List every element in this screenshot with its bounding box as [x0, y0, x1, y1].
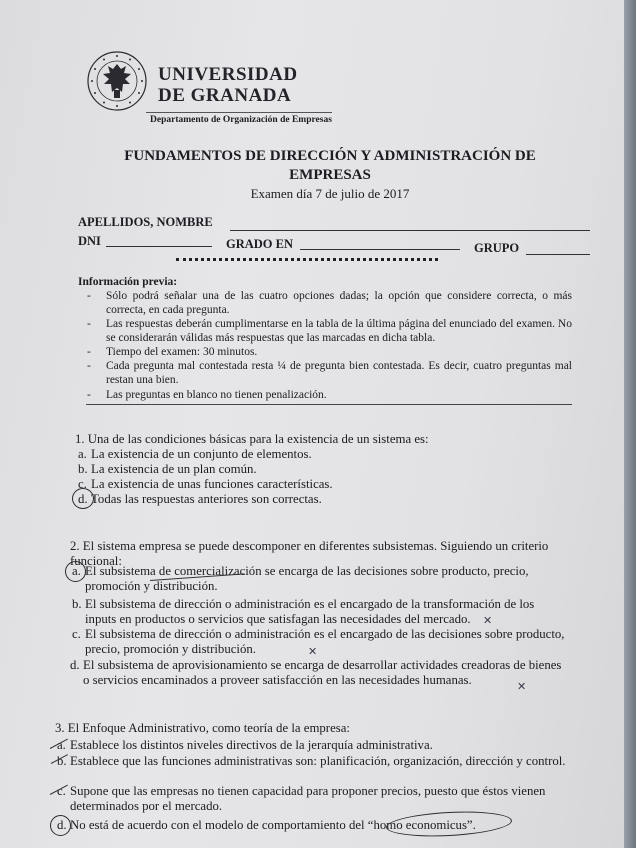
info-heading: Información previa:	[78, 276, 178, 288]
department-name: Departamento de Organización de Empresas	[150, 115, 332, 125]
option-text: Supone que las empresas no tienen capacidad para proponer precios, puesto que éstos vienen determinados por el mercado.	[70, 784, 546, 814]
option-label: c.	[57, 784, 66, 798]
question-1-option-d[interactable]	[78, 492, 578, 507]
cross-mark-icon: ✕	[517, 680, 527, 693]
option-label: a.	[57, 738, 66, 752]
apellidos-label: APELLIDOS, NOMBRE	[78, 215, 213, 229]
option-label: b.	[78, 462, 88, 476]
question-2-stem: 2. El sistema empresa se puede descomponer en diferentes subsistemas. Siguiendo un criterio funcional:	[70, 539, 549, 568]
header-rule	[146, 112, 332, 113]
question-3-option-a[interactable]	[57, 738, 567, 753]
option-label: b.	[72, 597, 82, 611]
cross-mark-icon: ✕	[308, 645, 318, 658]
question-3-option-b[interactable]	[57, 754, 567, 769]
question-1-option-c[interactable]	[78, 477, 578, 492]
option-text: El subsistema de dirección o administración es el encargado de las decisiones sobre producto, precio, promoción y distribución.	[85, 627, 565, 657]
dni-label: DNI	[78, 234, 101, 248]
cross-mark-icon: ✕	[483, 614, 493, 627]
option-text: El subsistema de comercialización se encarga de las decisiones sobre producto, precio, promoción y distribución.	[85, 564, 529, 594]
question-2-option-d[interactable]	[70, 658, 568, 688]
option-text: La existencia de un plan común.	[91, 462, 257, 476]
question-2-option-c[interactable]	[72, 627, 568, 657]
university-name	[158, 64, 298, 106]
option-label: a.	[72, 564, 81, 578]
answer-circle-mark	[50, 815, 71, 836]
grupo-field[interactable]	[526, 254, 590, 255]
option-label: b.	[57, 754, 67, 768]
info-item: - Las preguntas en blanco no tienen penalización.	[87, 389, 572, 403]
dni-field[interactable]	[106, 246, 212, 247]
info-item-text: Cada pregunta mal contestada resta ¼ de pregunta bien contestada. Es decir, cuatro preguntas mal restan una bien.	[106, 360, 572, 386]
option-label: a.	[78, 447, 87, 461]
option-text: El subsistema de aprovisionamiento se encarga de desarrollar actividades creadoras de bienes o servicios encaminados a proveer satisfacción en las necesidades humanas.	[83, 658, 562, 688]
dotted-separator	[176, 258, 438, 261]
info-rule	[86, 404, 572, 405]
info-item: - Las respuestas deberán cumplimentarse en la tabla de la última página del enunciado del examen. No se considerarán válidas más respuestas que las marcadas en dicha tabla.	[87, 318, 572, 344]
university-name-line2: DE GRANADA	[158, 85, 292, 106]
option-label: c.	[72, 627, 81, 641]
option-label: d.	[78, 492, 88, 506]
background-edge	[624, 0, 636, 848]
info-item: - Tiempo del examen: 30 minutos.	[87, 346, 572, 360]
question-1-option-b[interactable]	[78, 462, 578, 477]
info-item-text: Tiempo del examen: 30 minutos.	[106, 346, 258, 358]
info-item: - Cada pregunta mal contestada resta ¼ de pregunta bien contestada. Es decir, cuatro preguntas mal restan una bien.	[87, 360, 572, 386]
info-item-text: Sólo podrá señalar una de las cuatro opciones dadas; la opción que considere correcta, o más correcta, en cada pregunta.	[106, 290, 572, 316]
apellidos-field[interactable]	[230, 230, 590, 231]
question-3-stem: 3. El Enfoque Administrativo, como teoría de la empresa:	[55, 721, 350, 735]
exam-date: Examen día 7 de julio de 2017	[250, 186, 410, 201]
university-seal-icon	[86, 50, 148, 112]
info-item-text: Las preguntas en blanco no tienen penalización.	[106, 389, 327, 401]
option-text: La existencia de un conjunto de elementos.	[91, 447, 312, 461]
option-label: c.	[78, 477, 87, 491]
grado-field[interactable]	[300, 249, 460, 250]
answer-circle-mark	[65, 561, 86, 582]
question-3-option-c[interactable]	[57, 784, 567, 814]
question-1-option-a[interactable]	[78, 447, 578, 462]
answer-circle-mark	[72, 488, 94, 509]
option-text: Establece los distintos niveles directivos de la jerarquía administrativa.	[70, 738, 433, 752]
question-1-stem: 1. Una de las condiciones básicas para la existencia de un sistema es:	[75, 432, 429, 446]
option-text: Todas las respuestas anteriores son correctas.	[91, 492, 322, 506]
info-item: - Sólo podrá señalar una de las cuatro opciones dadas; la opción que considere correcta, o más correcta, en cada pregunta.	[87, 290, 572, 316]
question-2-option-a[interactable]	[72, 564, 568, 594]
exam-title-line1: FUNDAMENTOS DE DIRECCIÓN Y ADMINISTRACIÓN DE	[124, 148, 536, 164]
grado-label: GRADO EN	[226, 237, 294, 251]
grupo-label: GRUPO	[474, 241, 520, 255]
option-text: No está de acuerdo con el modelo de comportamiento del “homo economicus”.	[70, 818, 476, 832]
university-name-line1: UNIVERSIDAD	[158, 64, 298, 85]
info-item-text: Las respuestas deberán cumplimentarse en la tabla de la última página del enunciado del examen. No se considerarán válidas más respuestas que las marcadas en dicha tabla.	[106, 318, 572, 344]
option-text: Establece que las funciones administrativas son: planificación, organización, dirección y control.	[70, 754, 566, 768]
option-text: El subsistema de dirección o administración es el encargado de la transformación de los inputs en productos o servicios que satisfagan las necesidades del mercado.	[85, 597, 535, 627]
exam-title-line2: EMPRESAS	[289, 167, 371, 183]
option-label: d.	[70, 658, 80, 672]
option-label: d.	[57, 818, 67, 832]
question-2-option-b[interactable]	[72, 597, 568, 627]
option-text: La existencia de unas funciones características.	[91, 477, 333, 491]
